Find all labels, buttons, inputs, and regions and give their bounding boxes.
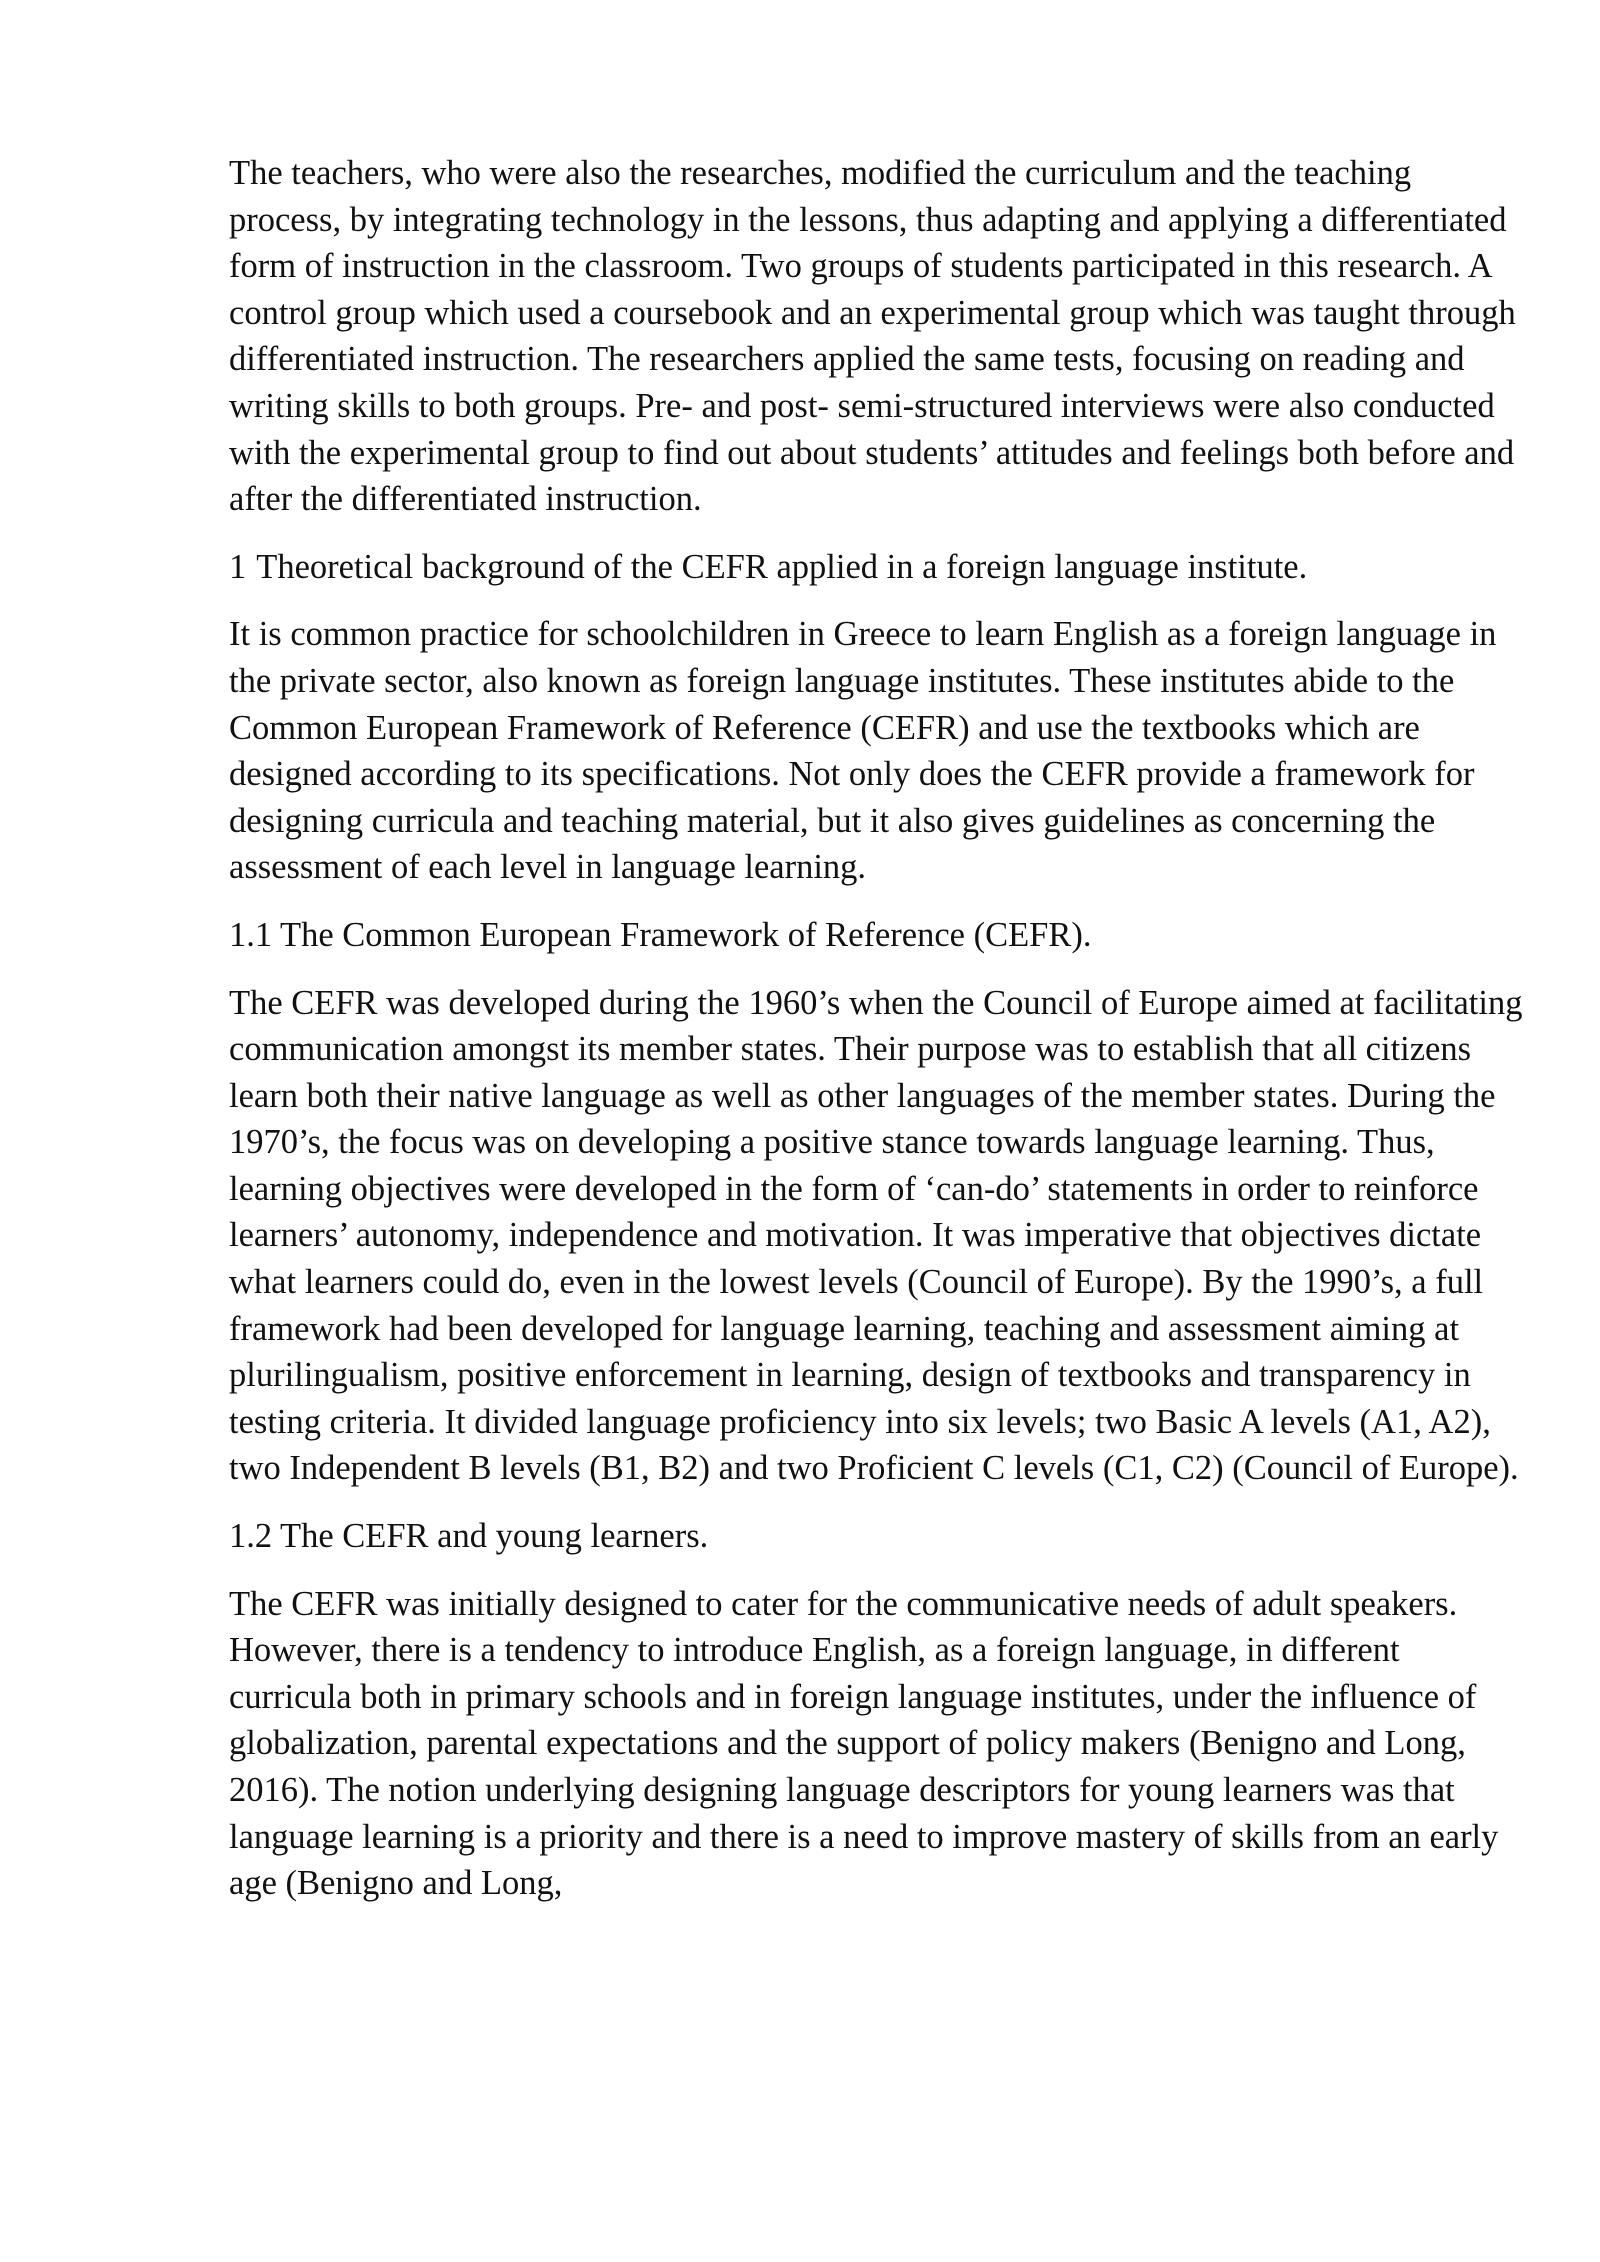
section-heading-1 <box>229 544 1529 591</box>
section-title: Theoretical background of the CEFR applied in a foreign language institute. <box>256 547 1308 586</box>
intro-paragraph: The teachers, who were also the researches, modified the curriculum and the teaching process, by integrating technology in the lessons, thus adapting and applying a differentiated form of instruction in the classroom. Two groups of students participated in this research. A control group which used a coursebook and an experimental group which was taught through differentiated instruction. The researchers applied the same tests, focusing on reading and writing skills to both groups. Pre- and post- semi-structured interviews were also conducted with the experimental group to find out about students’ attitudes and feelings both before and after the differentiated instruction. <box>229 154 1516 519</box>
paragraph-cefr-greece: It is common practice for schoolchildren in Greece to learn English as a foreign language in the private sector, also known as foreign language institutes. These institutes abide to the Common European Framework of Reference (CEFR) and use the textbooks which are designed according to its specifications. Not only does the CEFR provide a framework for designing curricula and teaching material, but it also gives guidelines as concerning the assessment of each level in language learning. <box>229 615 1497 887</box>
section-number: 1.1 <box>229 915 273 954</box>
document-body <box>229 150 1529 1928</box>
section-title: The CEFR and young learners. <box>280 1517 709 1556</box>
paragraph-cefr-history: The CEFR was developed during the 1960’s when the Council of Europe aimed at facilitating communication amongst its member states. Their purpose was to establish that all citizens learn both their native language as well as other languages of the member states. During the 1970’s, the focus was on developing a positive stance towards language learning. Thus, learning objectives were developed in the form of ‘can-do’ statements in order to reinforce learners’ autonomy, independence and motivation. It was imperative that objectives dictate what learners could do, even in the lowest levels (Council of Europe). By the 1990’s, a full framework had been developed for language learning, teaching and assessment aiming at plurilingualism, positive enforcement in learning, design of textbooks and transparency in testing criteria. It divided language proficiency into six levels; two Basic A levels (A1, A2), two Independent B levels (B1, B2) and two Proficient C levels (C1, C2) (Council of Europe). <box>229 983 1523 1488</box>
section-title: The Common European Framework of Reference (CEFR). <box>280 915 1092 954</box>
section-number: 1.2 <box>229 1517 273 1556</box>
section-number: 1 <box>229 547 247 586</box>
section-heading-1-2 <box>229 1513 1529 1560</box>
paragraph-young-learners: The CEFR was initially designed to cater for the communicative needs of adult speakers. However, there is a tendency to introduce English, as a foreign language, in different curricula both in primary schools and in foreign language institutes, under the influence of globalization, parental expectations and the support of policy makers (Benigno and Long, 2016). The notion underlying designing language descriptors for young learners was that language learning is a priority and there is a need to improve mastery of skills from an early age (Benigno and Long, <box>229 1584 1499 1903</box>
section-heading-1-1 <box>229 912 1529 959</box>
